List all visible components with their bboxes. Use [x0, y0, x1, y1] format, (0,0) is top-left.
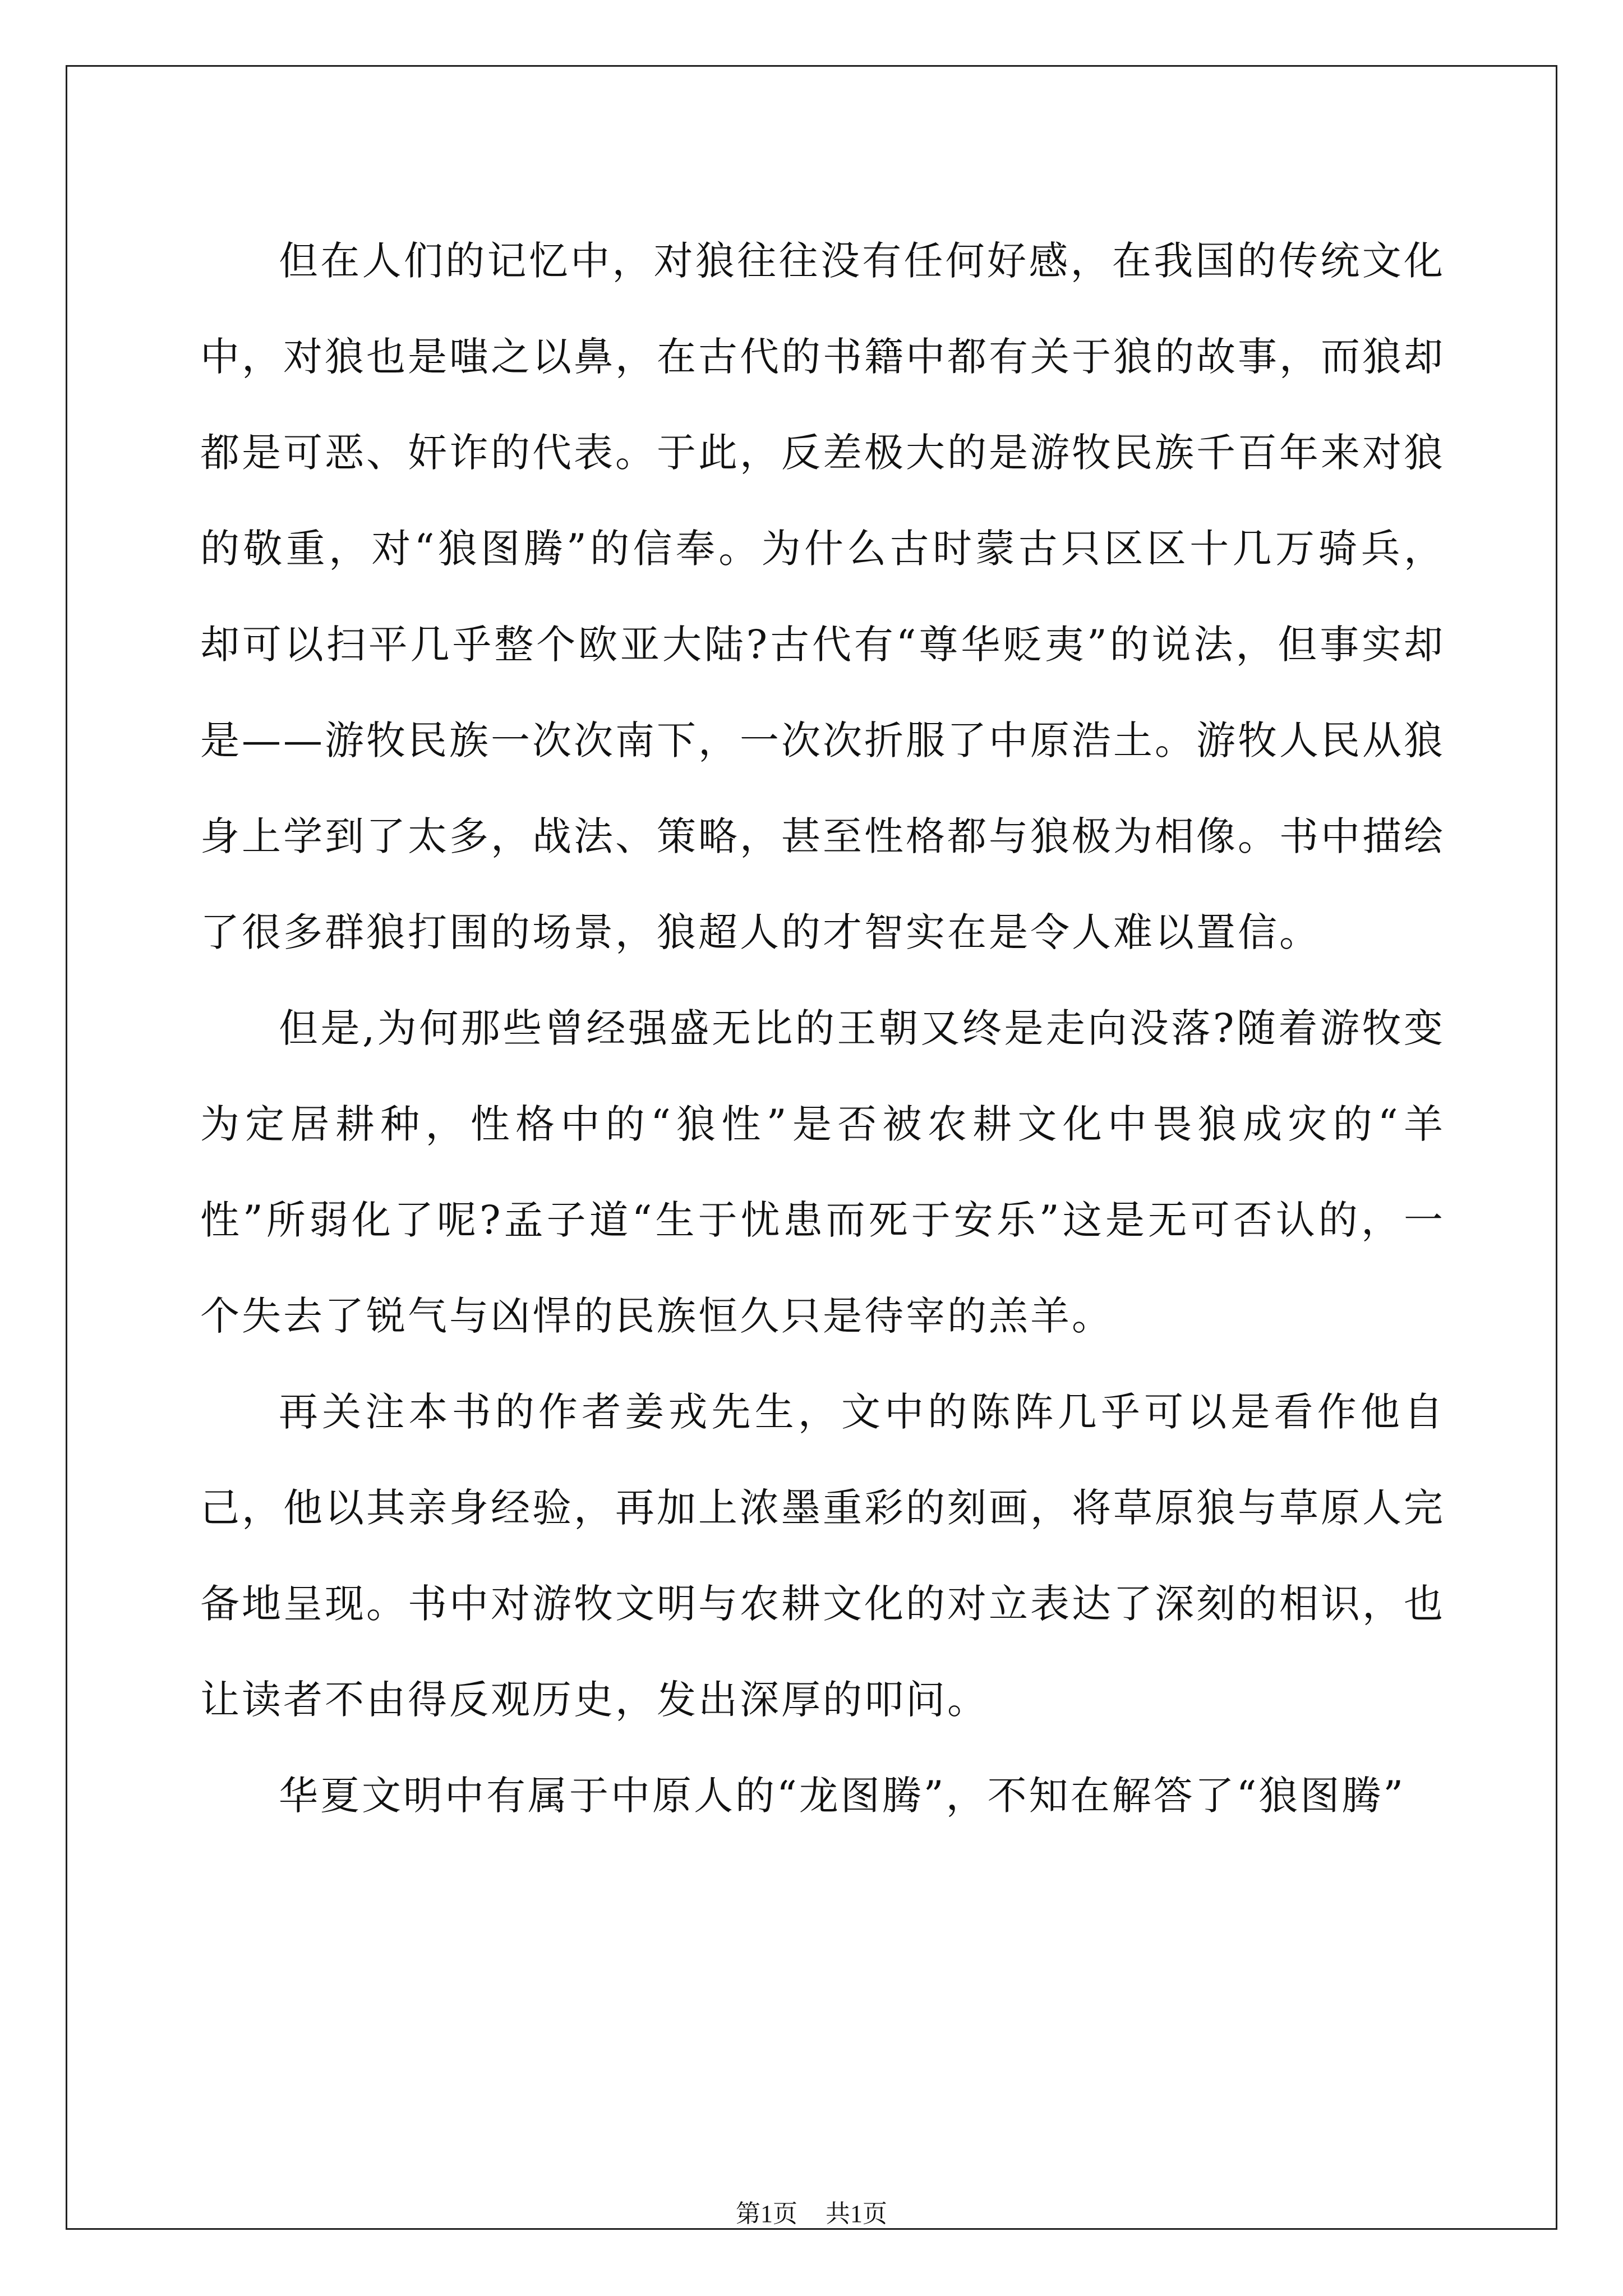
- paragraph-3: 再关注本书的作者姜戎先生，文中的陈阵几乎可以是看作他自己，他以其亲身经验，再加上浓墨重彩的刻画，将草原狼与草原人完备地呈现。书中对游牧文明与农耕文化的对立表达了深刻的相识，也让读者不由得反观历史，发出深厚的叩问。: [200, 1389, 1445, 1723]
- page-footer: [0, 2193, 1623, 2229]
- paragraph-1: 但在人们的记忆中，对狼往往没有任何好感，在我国的传统文化中，对狼也是嗤之以鼻，在古代的书籍中都有关于狼的故事，而狼却都是可恶、奸诈的代表。于此，反差极大的是游牧民族千百年来对狼的敬重，对“狼图腾”的信奉。为什么古时蒙古只区区十几万骑兵，却可以扫平几乎整个欧亚大陆?古代有“尊华贬夷”的说法，但事实却是——游牧民族一次次南下，一次次折服了中原浩土。游牧人民从狼身上学到了太多，战法、策略，甚至性格都与狼极为相像。书中描绘了很多群狼打围的场景，狼超人的才智实在是令人难以置信。: [200, 238, 1445, 955]
- paragraph-4: 华夏文明中有属于中原人的“龙图腾”，不知在解答了“狼图腾”: [279, 1773, 1406, 1819]
- document-body: [200, 213, 1445, 1844]
- paragraph-2: 但是,为何那些曾经强盛无比的王朝又终是走向没落?随着游牧变为定居耕种，性格中的“狼性”是否被农耕文化中畏狼成灾的“羊性”所弱化了呢?孟子道“生于忧患而死于安乐”这是无可否认的，一个失去了锐气与凶悍的民族恒久只是待宰的羔羊。: [200, 1005, 1445, 1339]
- page-number: 第1页: [736, 2200, 797, 2228]
- page-total: 共1页: [826, 2200, 887, 2228]
